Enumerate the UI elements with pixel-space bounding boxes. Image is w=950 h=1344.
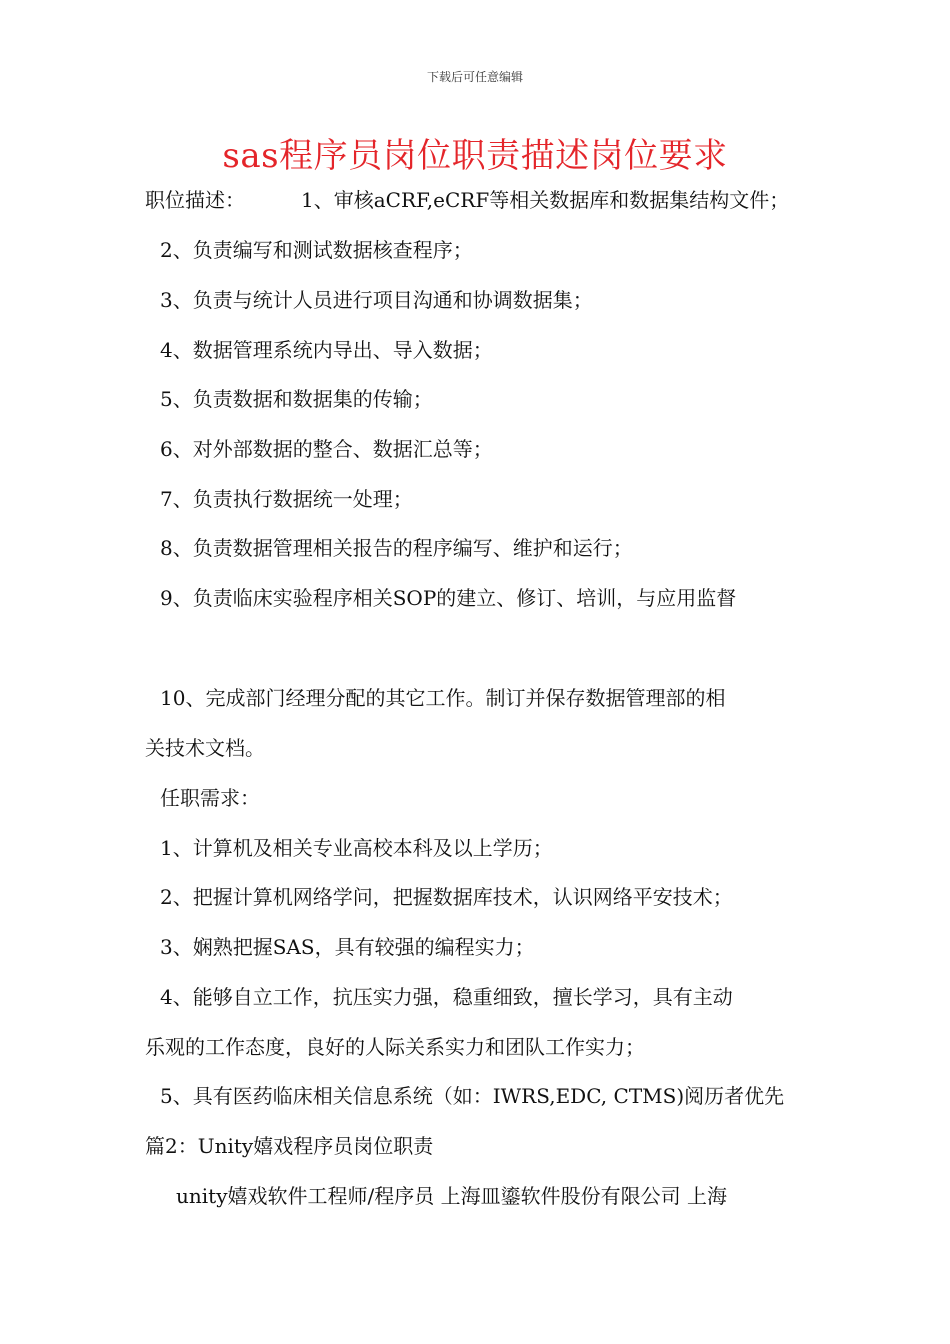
section-2-first-line: unity嬉戏软件工程师/程序员 上海皿鎏软件股份有限公司 上海: [176, 1184, 727, 1208]
description-item-6: 6、对外部数据的整合、数据汇总等；: [160, 437, 493, 461]
description-item-7: 7、负责执行数据统一处理；: [160, 487, 413, 511]
requirement-item-5: 5、具有医药临床相关信息系统（如：IWRS,EDC, CTMS)阅历者优先: [160, 1084, 785, 1108]
requirement-item-2: 2、把握计算机网络学问，把握数据库技术，认识网络平安技术；: [160, 885, 733, 909]
description-item-10: 10、完成部门经理分配的其它工作。制订并保存数据管理部的相: [160, 686, 726, 710]
description-item-8: 8、负责数据管理相关报告的程序编写、维护和运行；: [160, 536, 633, 560]
description-item-4: 4、数据管理系统内导出、导入数据；: [160, 338, 493, 362]
requirement-item-4: 4、能够自立工作，抗压实力强，稳重细致，擅长学习，具有主动: [160, 985, 733, 1009]
description-item-2: 2、负责编写和测试数据核查程序；: [160, 238, 473, 262]
description-item-1: 1、审核aCRF,eCRF等相关数据库和数据集结构文件；: [301, 188, 790, 212]
requirement-item-4-continued: 乐观的工作态度，良好的人际关系实力和团队工作实力；: [145, 1035, 645, 1059]
requirement-item-1: 1、计算机及相关专业高校本科及以上学历；: [160, 836, 553, 860]
description-first-line: [145, 186, 789, 214]
requirement-item-3: 3、娴熟把握SAS，具有较强的编程实力；: [160, 935, 535, 959]
section-2-heading: 篇2：Unity嬉戏程序员岗位职责: [145, 1134, 434, 1158]
description-item-10-continued: 关技术文档。: [145, 736, 265, 760]
document-title: sas程序员岗位职责描述岗位要求: [222, 136, 728, 176]
description-item-9: 9、负责临床实验程序相关SOP的建立、修订、培训，与应用监督: [160, 586, 737, 610]
page-header: 下载后可任意编辑: [426, 70, 523, 84]
description-item-3: 3、负责与统计人员进行项目沟通和协调数据集；: [160, 288, 593, 312]
description-label: 职位描述：: [145, 188, 245, 212]
requirements-label: 任职需求：: [160, 786, 260, 810]
description-item-5: 5、负责数据和数据集的传输；: [160, 387, 433, 411]
